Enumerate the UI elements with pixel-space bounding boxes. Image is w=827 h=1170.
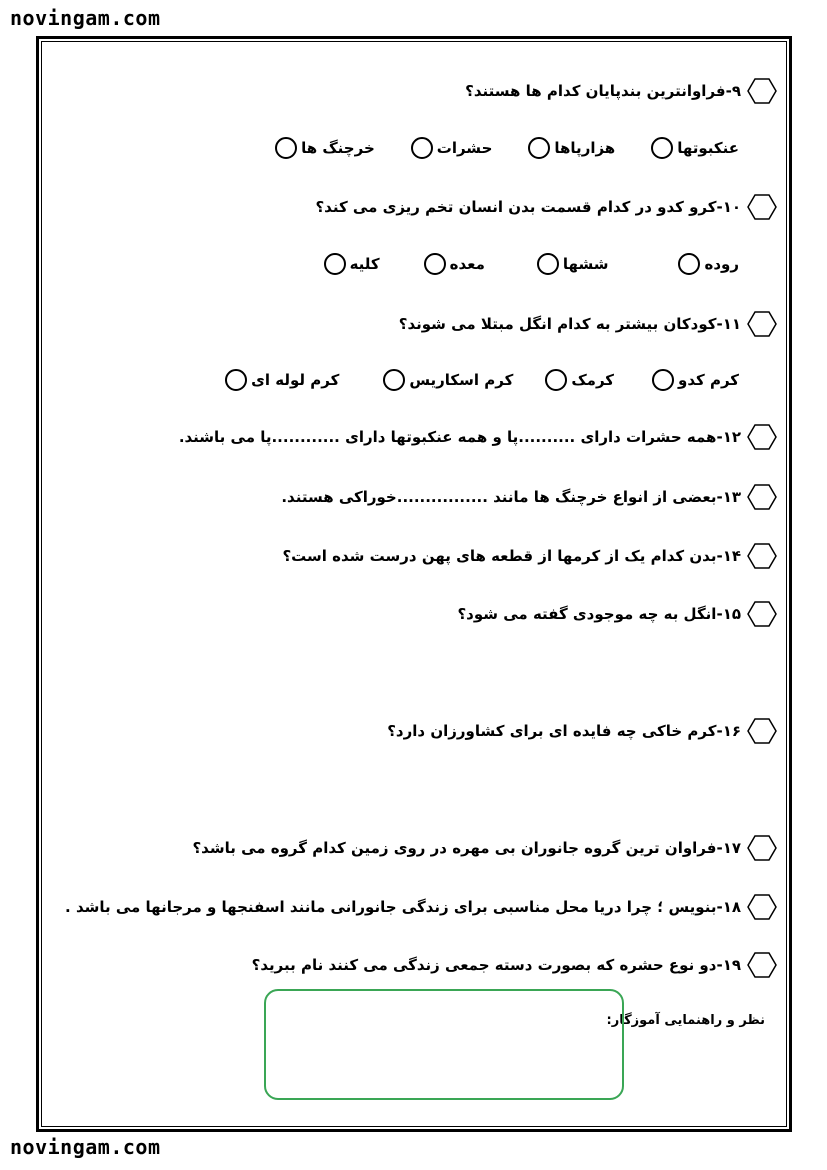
question-12: [179, 424, 777, 450]
radio-circle-icon[interactable]: [383, 369, 405, 391]
radio-circle-icon[interactable]: [545, 369, 567, 391]
hexagon-icon: [747, 543, 777, 569]
radio-circle-icon[interactable]: [424, 253, 446, 275]
question-14: [282, 543, 777, 569]
option-q9-c[interactable]: حشرات: [411, 137, 493, 159]
site-watermark-bottom: novingam.com: [10, 1135, 161, 1159]
hexagon-icon: [747, 311, 777, 337]
options-q11: [225, 369, 739, 391]
question-text: ۹-فراوانترین بندپایان کدام ها هستند؟: [465, 82, 741, 100]
option-q9-d[interactable]: خرچنگ ها: [275, 137, 375, 159]
option-q10-a[interactable]: روده: [678, 253, 739, 275]
question-text: ۱۵-انگل به چه موجودی گفته می شود؟: [457, 605, 741, 623]
site-watermark-top: novingam.com: [10, 6, 161, 30]
hexagon-icon: [747, 835, 777, 861]
question-18: [65, 894, 777, 920]
option-q11-c[interactable]: کرم اسکاریس: [383, 369, 513, 391]
radio-circle-icon[interactable]: [225, 369, 247, 391]
question-16: [387, 718, 777, 744]
radio-circle-icon[interactable]: [652, 369, 674, 391]
question-text: ۱۶-کرم خاکی چه فایده ای برای کشاورزان دارد؟: [387, 722, 741, 740]
option-q10-b[interactable]: ششها: [537, 253, 609, 275]
question-11: [399, 311, 777, 337]
teacher-notes-label: نظر و راهنمایی آموزگار:: [606, 1013, 765, 1028]
radio-circle-icon[interactable]: [528, 137, 550, 159]
question-text: ۱۴-بدن کدام یک از کرمها از قطعه های پهن درست شده است؟: [282, 547, 741, 565]
question-text: ۱۱-کودکان بیشتر به کدام انگل مبتلا می شوند؟: [398, 315, 741, 333]
question-15: [457, 601, 777, 627]
question-17: [192, 835, 777, 861]
option-q10-d[interactable]: کلیه: [324, 253, 380, 275]
options-q9: [275, 137, 739, 159]
question-10: [315, 194, 777, 220]
option-q11-d[interactable]: کرم لوله ای: [225, 369, 339, 391]
hexagon-icon: [747, 484, 777, 510]
teacher-notes-box[interactable]: [264, 989, 624, 1100]
question-text: ۱۳-بعضی از انواع خرچنگ ها مانند ................خوراکی هستند.: [281, 488, 741, 506]
hexagon-icon: [747, 952, 777, 978]
hexagon-icon: [747, 894, 777, 920]
option-q11-a[interactable]: کرم کدو: [652, 369, 739, 391]
radio-circle-icon[interactable]: [678, 253, 700, 275]
option-q9-a[interactable]: عنکبوتها: [651, 137, 739, 159]
radio-circle-icon[interactable]: [411, 137, 433, 159]
radio-circle-icon[interactable]: [324, 253, 346, 275]
hexagon-icon: [747, 718, 777, 744]
question-text: ۱۷-فراوان ترین گروه جانوران بی مهره در روی زمین کدام گروه می باشد؟: [192, 839, 741, 857]
option-q9-b[interactable]: هزارپاها: [528, 137, 615, 159]
radio-circle-icon[interactable]: [651, 137, 673, 159]
hexagon-icon: [747, 424, 777, 450]
radio-circle-icon[interactable]: [275, 137, 297, 159]
hexagon-icon: [747, 78, 777, 104]
hexagon-icon: [747, 194, 777, 220]
option-q10-c[interactable]: معده: [424, 253, 485, 275]
radio-circle-icon[interactable]: [537, 253, 559, 275]
options-q10: [324, 253, 739, 275]
question-19: [252, 952, 777, 978]
question-text: ۱۹-دو نوع حشره که بصورت دسته جمعی زندگی می کنند نام ببرید؟: [251, 956, 741, 974]
option-q11-b[interactable]: کرمک: [545, 369, 614, 391]
hexagon-icon: [747, 601, 777, 627]
question-13: [281, 484, 777, 510]
question-text: ۱۲-همه حشرات دارای ..........پا و همه عنکبوتها دارای ............پا می باشند.: [178, 428, 741, 446]
question-9: [465, 78, 777, 104]
question-text: ۱۸-بنویس ؛ چرا دریا محل مناسبی برای زندگی جانورانی مانند اسفنجها و مرجانها می باشد .: [65, 898, 741, 916]
question-text: ۱۰-کرو کدو در کدام قسمت بدن انسان تخم ریزی می کند؟: [315, 198, 741, 216]
